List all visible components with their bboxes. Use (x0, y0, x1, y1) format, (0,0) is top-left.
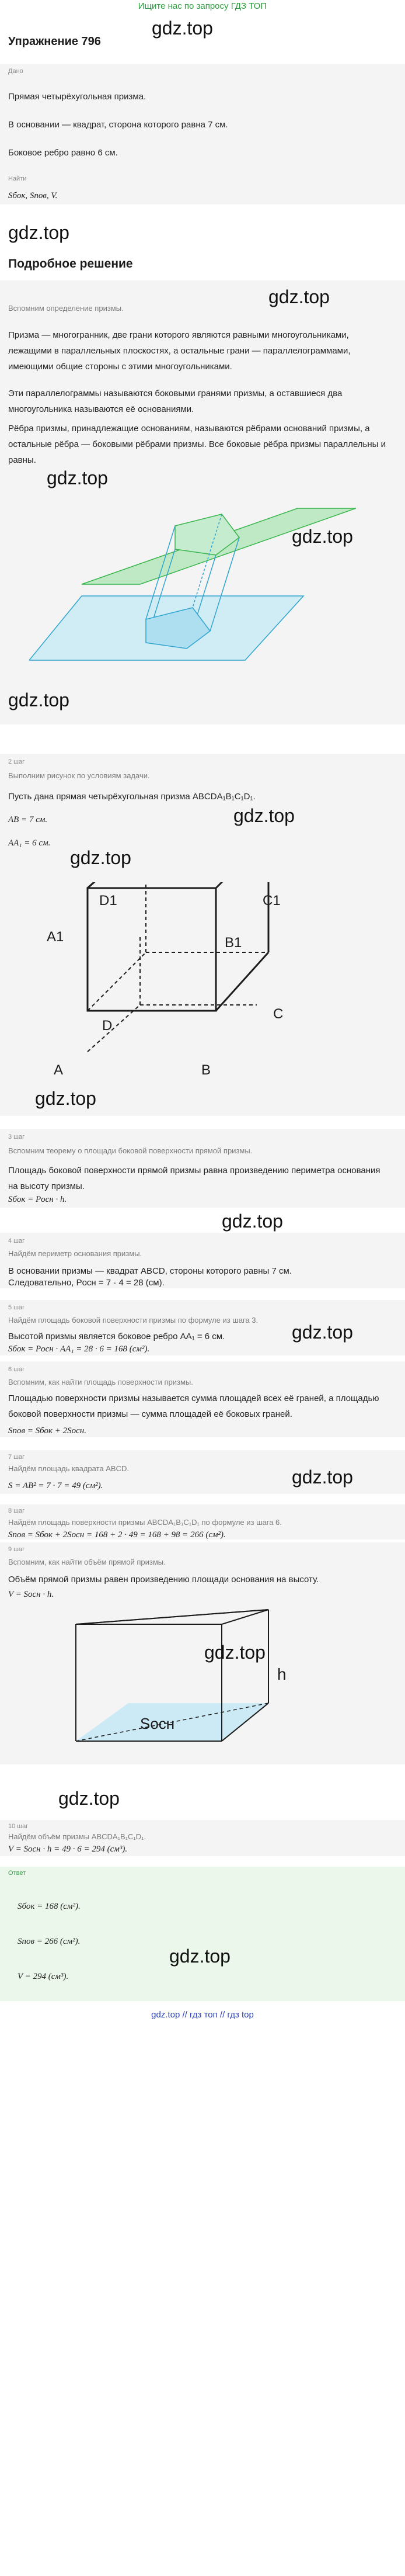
vertex-label: D (102, 1018, 113, 1034)
prism-planes-figure (29, 491, 356, 707)
watermark: gdz.top (292, 1322, 353, 1343)
step-hint: Вспомним теорему о площади боковой поверхности прямой призмы. (8, 1146, 253, 1155)
given-tag: Дано (8, 68, 23, 75)
top-banner[interactable]: Ищите нас по запросу ГДЗ ТОП (138, 1, 267, 11)
step-hint: Вспомним, как найти объём прямой призмы. (8, 1558, 166, 1566)
step-hint: Выполним рисунок по условиям задачи. (8, 771, 150, 780)
vertex-label: B1 (225, 935, 242, 951)
watermark: gdz.top (292, 1466, 353, 1488)
answer-line: Sбок = 168 (см²). (18, 1902, 81, 1911)
step-hint: Найдём площадь квадрата ABCD. (8, 1464, 129, 1473)
watermark: gdz.top (35, 1088, 96, 1109)
step-hint: Найдём объём призмы ABCDA₁B₁C₁D₁. (8, 1832, 146, 1841)
step-9-p1: Объём прямой призмы равен произведению площади основания на высоту. (8, 1575, 319, 1585)
watermark: gdz.top (204, 1642, 266, 1663)
watermark: gdz.top (8, 689, 69, 710)
step-4-p1: В основании призмы — квадрат ABCD, стороны которого равны 7 см. (8, 1266, 292, 1276)
solution-title: Подробное решение (8, 257, 133, 271)
find-expr: Sбок, Sпов, V. (8, 191, 58, 200)
step-4-tag: 4 шаг (8, 1237, 25, 1244)
step-2-p3: AA₁ = 6 см. (8, 838, 51, 848)
watermark: gdz.top (169, 1946, 231, 1967)
page-title: Упражнение 796 (8, 35, 101, 48)
watermark: gdz.top (268, 286, 330, 307)
step-9-tag: 9 шаг (8, 1546, 25, 1553)
step-7-tag: 7 шаг (8, 1454, 25, 1461)
watermark: gdz.top (70, 847, 131, 868)
step-hint: Найдём площадь поверхности призмы ABCDA₁B₁C₁D₁ по формуле из шага 6. (8, 1518, 282, 1527)
triangular-prism-figure (53, 1601, 309, 1759)
step-2-tag: 2 шаг (8, 758, 25, 765)
given-line: Боковое ребро равно 6 см. (8, 148, 118, 158)
find-tag: Найти (8, 175, 27, 182)
step-hint: Найдём площадь боковой поверхности призмы по формуле из шага 3. (8, 1316, 259, 1325)
answer-line: V = 294 (см³). (18, 1972, 69, 1981)
step-6-p1: Площадью поверхности призмы называется сумма площадей всех её граней, а площадью боковой поверхности призмы — сумма площадей её боковых граней. (8, 1393, 379, 1419)
step-6-tag: 6 шаг (8, 1366, 25, 1373)
step-4-p2: Следовательно, Pосн = 7 · 4 = 28 (см). (8, 1278, 165, 1288)
step-2-p1: Пусть дана прямая четырёхугольная призма ABCDA₁B₁C₁D₁. (8, 792, 256, 802)
step-2-p2: AB = 7 см. (8, 815, 48, 824)
given-block (0, 64, 405, 204)
given-line: Прямая четырёхугольная призма. (8, 92, 146, 102)
vertex-label: C1 (263, 893, 281, 909)
answer-line: Sпов = 266 (см²). (18, 1937, 81, 1946)
vertex-label: A1 (47, 929, 64, 945)
step-3-formula: Sбок = Pосн · h. (8, 1195, 67, 1204)
watermark: gdz.top (233, 805, 295, 826)
step-hint: Найдём периметр основания призмы. (8, 1249, 142, 1258)
step-10-formula: V = Sосн · h = 49 · 6 = 294 (см³). (8, 1845, 128, 1854)
base-area-label: Sосн (140, 1715, 175, 1732)
step-7-formula: S = AB² = 7 · 7 = 49 (см²). (8, 1481, 103, 1490)
answer-tag: Ответ (8, 1870, 26, 1877)
footer-links[interactable]: gdz.top // гдз топ // гдз top (151, 2010, 254, 2020)
watermark: gdz.top (8, 222, 69, 243)
step-5-tag: 5 шаг (8, 1304, 25, 1311)
watermark: gdz.top (292, 526, 353, 547)
watermark: gdz.top (58, 1788, 120, 1809)
vertex-label: A (54, 1062, 64, 1078)
given-line: В основании — квадрат, сторона которого равна 7 см. (8, 120, 228, 130)
vertex-label: C (273, 1006, 284, 1022)
step-10-tag: 10 шаг (8, 1823, 29, 1830)
step-3-tag: 3 шаг (8, 1133, 25, 1140)
watermark: gdz.top (47, 467, 108, 488)
step-8-tag: 8 шаг (8, 1507, 25, 1514)
step-hint: Вспомним, как найти площадь поверхности призмы. (8, 1378, 193, 1386)
watermark: gdz.top (152, 18, 213, 39)
step-6-formula: Sпов = Sбок + 2Sосн. (8, 1426, 86, 1436)
height-label: h (277, 1665, 287, 1683)
step-1-p2: Эти параллелограммы называются боковыми гранями призмы, а оставшиеся два многоугольника называются её основаниями. (8, 389, 343, 414)
step-5-formula: Sбок = Pосн · AA₁ = 28 · 6 = 168 (см²). (8, 1344, 150, 1354)
step-8-formula: Sпов = Sбок + 2Sосн = 168 + 2 · 49 = 168 + 98 = 266 (см²). (8, 1530, 226, 1540)
vertex-label: D1 (99, 893, 117, 909)
step-5-p1: Высотой призмы является боковое ребро AA₁ = 6 см. (8, 1332, 225, 1341)
step-9-formula: V = Sосн · h. (8, 1590, 54, 1599)
vertex-label: B (201, 1062, 211, 1078)
step-1-p3: Рёбра призмы, принадлежащие основаниям, называются рёбрами оснований призмы, а остальные рёбра — боковыми рёбрами призмы. Все боковые рёбра призмы параллельны и равны. (8, 424, 386, 465)
watermark: gdz.top (222, 1211, 283, 1232)
step-hint: Вспомним определение призмы. (8, 304, 124, 313)
step-1-p1: Призма — многогранник, две грани которого являются равными многоугольниками, лежащими в параллельных плоскостях, а остальные грани — параллелограммами, имеющими общие стороны с этими многоугольниками. (8, 330, 351, 372)
step-3-p1: Площадь боковой поверхности прямой призмы равна произведению периметра основания на высоту призмы. (8, 1166, 380, 1191)
